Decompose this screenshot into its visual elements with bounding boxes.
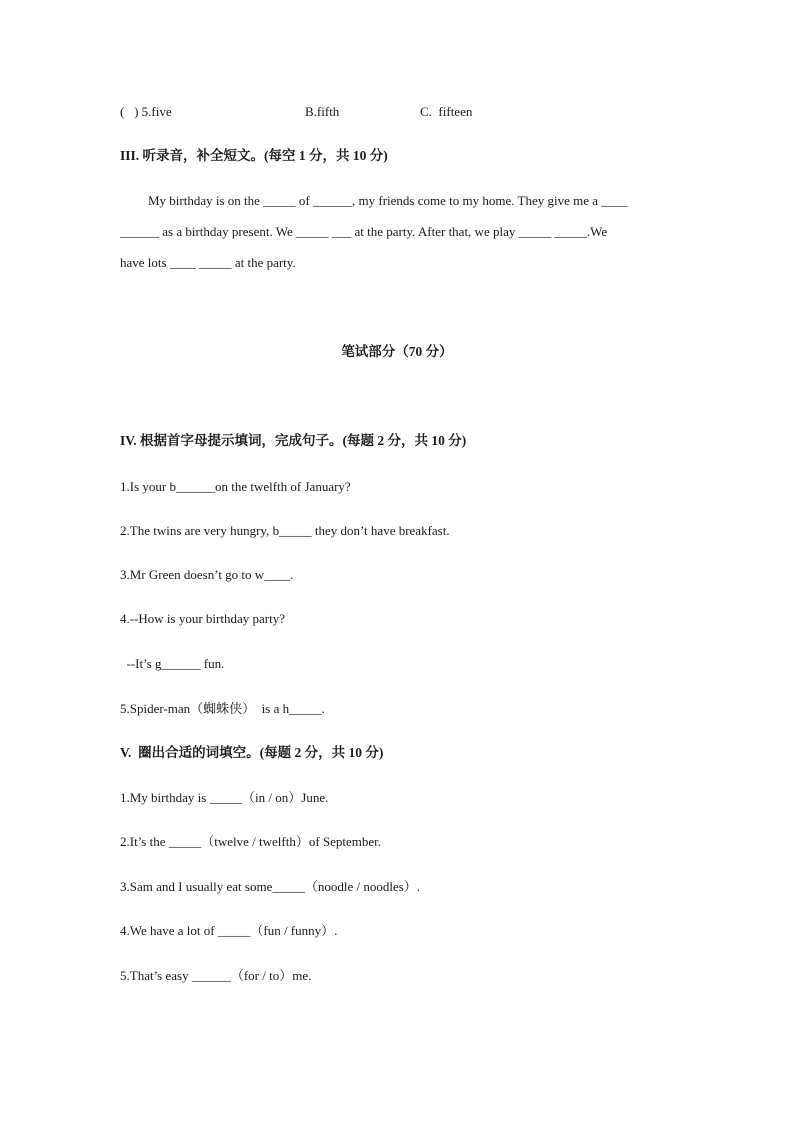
q5-stem: ( ) 5.five — [120, 104, 172, 119]
section4-item-3: 3.Mr Green doesn’t go to w____. — [120, 567, 294, 582]
section4-heading: IV. 根据首字母提示填词，完成句子。(每题 2 分，共 10 分) — [120, 433, 467, 448]
section5-item-3: 3.Sam and I usually eat some_____（noodle / noodles）. — [120, 879, 421, 894]
written-part-title: 笔试部分（70 分） — [341, 344, 453, 359]
section5-item-1: 1.My birthday is _____（in / on）June. — [120, 790, 329, 805]
section4-item-5: 5.Spider-man（蜘蛛侠） is a h_____. — [120, 701, 325, 716]
section5-heading: V. 圈出合适的词填空。(每题 2 分，共 10 分) — [120, 745, 384, 760]
section3-heading: III. 听录音，补全短文。(每空 1 分，共 10 分) — [120, 148, 388, 163]
section4-item-4: 4.--How is your birthday party? — [120, 611, 285, 626]
q5-option-b: B.fifth — [305, 104, 340, 119]
section4-item-4-answer: --It’s g______ fun. — [120, 656, 225, 671]
section5-item-2: 2.It’s the _____（twelve / twelfth）of September. — [120, 834, 382, 849]
section5-item-5: 5.That’s easy ______（for / to）me. — [120, 968, 312, 983]
passage-line-3: have lots ____ _____ at the party. — [120, 255, 296, 270]
passage-line-2: ______ as a birthday present. We _____ ___ at the party. After that, we play _____ _____.We — [120, 224, 608, 239]
passage-line-1: My birthday is on the _____ of ______, my friends come to my home. They give me a ____ — [148, 193, 628, 208]
section5-item-4: 4.We have a lot of _____（fun / funny）. — [120, 923, 338, 938]
section4-item-1: 1.Is your b______on the twelfth of January? — [120, 479, 351, 494]
section4-item-2: 2.The twins are very hungry, b_____ they don’t have breakfast. — [120, 523, 450, 538]
q5-option-c: C. fifteen — [420, 104, 473, 119]
